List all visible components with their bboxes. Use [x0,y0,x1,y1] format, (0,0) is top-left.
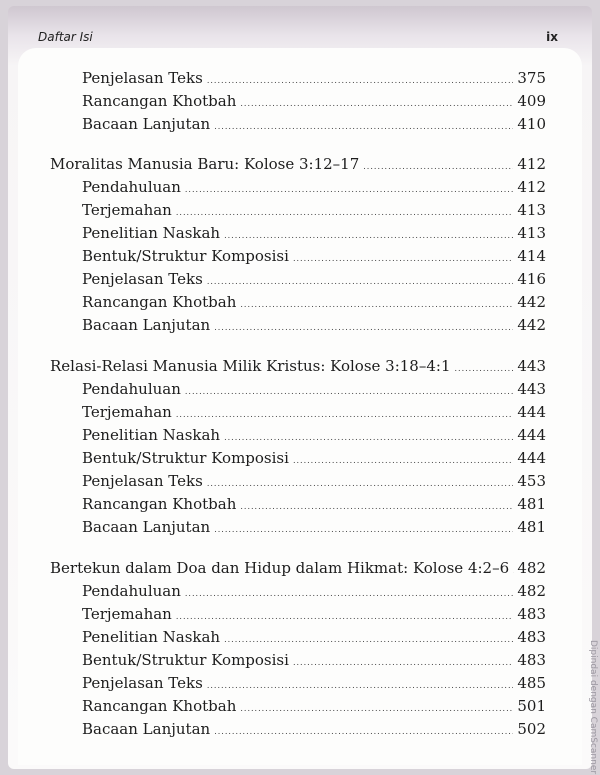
dot-leader [207,474,514,494]
dot-leader [176,203,514,223]
dot-leader [214,520,513,540]
toc-entry-page: 413 [517,224,546,242]
toc-subentry [82,425,546,448]
toc-entry-title: Terjemahan [82,201,172,219]
toc-subentry [82,448,546,471]
toc-entry-title: Bentuk/Struktur Komposisi [82,651,289,669]
toc-entry-title: Rancangan Khotbah [82,697,237,715]
toc-entry-title: Penelitian Naskah [82,224,221,242]
dot-leader [207,272,514,292]
dot-leader [207,676,514,696]
toc-entry-title: Bertekun dalam Doa dan Hidup dalam Hikmat: Kolose 4:2–6 [50,559,510,577]
toc-entry-page: 443 [517,357,546,375]
scanner-watermark: Dipindai dengan CamScanner [588,640,598,775]
toc-subentry [82,517,546,540]
toc-chapter-entry [50,154,546,177]
toc-entry-title: Rancangan Khotbah [82,92,237,110]
toc-subentry [82,604,546,627]
section-title: Daftar Isi [38,30,93,44]
toc-subentry [82,719,546,742]
toc-entry-page: 501 [517,697,546,715]
toc-subentry [82,494,546,517]
toc-entry-title: Terjemahan [82,403,172,421]
toc-subentry [82,402,546,425]
toc-subentry [82,223,546,246]
toc-entry-page: 444 [517,449,546,467]
dot-leader [185,382,513,402]
toc-entry-title: Penelitian Naskah [82,628,221,646]
toc-subentry [82,68,546,91]
toc-subentry [82,673,546,696]
dot-leader [240,497,513,517]
toc-entry-title: Penjelasan Teks [82,472,203,490]
dot-leader [240,94,513,114]
toc-entry-page: 443 [517,380,546,398]
toc-entry-title: Terjemahan [82,605,172,623]
dot-leader [363,157,513,177]
toc-subentry [82,379,546,402]
toc-entry-title: Bentuk/Struktur Komposisi [82,449,289,467]
toc-entry-title: Penjelasan Teks [82,69,203,87]
toc-subentry [82,269,546,292]
toc-entry-page: 410 [517,115,546,133]
toc-entry-title: Penjelasan Teks [82,270,203,288]
toc-entry-page: 416 [517,270,546,288]
dot-leader [240,699,513,719]
toc-entry-title: Bentuk/Struktur Komposisi [82,247,289,265]
dot-leader [185,584,513,604]
toc-entry-page: 482 [517,582,546,600]
toc-entry-title: Moralitas Manusia Baru: Kolose 3:12–17 [50,155,360,173]
toc-entry-title: Penelitian Naskah [82,426,221,444]
toc-subentry [82,581,546,604]
dot-leader [214,318,513,338]
dot-leader [207,71,514,91]
dot-leader [176,607,514,627]
toc-entry-page: 453 [517,472,546,490]
toc-entry-page: 481 [517,518,546,536]
dot-leader [224,226,513,246]
toc-subentry [82,200,546,223]
toc-entry-page: 412 [517,155,546,173]
toc-entry-title: Bacaan Lanjutan [82,115,211,133]
dot-leader [293,249,513,269]
dot-leader [224,428,513,448]
toc-chapter-entry [50,558,546,581]
toc-subentry [82,177,546,200]
toc-entry-title: Pendahuluan [82,178,181,196]
toc-entry-title: Rancangan Khotbah [82,293,237,311]
toc-entry-title: Relasi-Relasi Manusia Milik Kristus: Kolose 3:18–4:1 [50,357,451,375]
toc-subentry [82,650,546,673]
dot-leader [224,630,513,650]
toc-entry-page: 444 [517,403,546,421]
toc-entry-page: 502 [517,720,546,738]
toc-entry-title: Penjelasan Teks [82,674,203,692]
toc-subentry [82,292,546,315]
page-number: ix [546,30,558,44]
toc-entry-page: 481 [517,495,546,513]
toc-subentry [82,471,546,494]
toc-entry-page: 442 [517,316,546,334]
dot-leader [293,451,513,471]
toc-subentry [82,246,546,269]
toc-entry-page: 483 [517,651,546,669]
dot-leader [214,722,513,742]
toc-entry-title: Rancangan Khotbah [82,495,237,513]
toc-entry-title: Pendahuluan [82,380,181,398]
toc-entry-page: 414 [517,247,546,265]
toc-chapter-entry [50,356,546,379]
dot-leader [455,359,514,379]
dot-leader [176,405,514,425]
toc-subentry [82,114,546,137]
toc-entry-title: Bacaan Lanjutan [82,518,211,536]
toc-subentry [82,696,546,719]
toc-entry-title: Bacaan Lanjutan [82,316,211,334]
toc-entry-page: 444 [517,426,546,444]
toc-entry-title: Bacaan Lanjutan [82,720,211,738]
toc-subentry [82,627,546,650]
toc-entry-page: 485 [517,674,546,692]
toc-subentry [82,91,546,114]
toc-entry-page: 409 [517,92,546,110]
dot-leader [214,117,513,137]
dot-leader [240,295,513,315]
toc-entry-page: 375 [517,69,546,87]
toc-entry-page: 483 [517,605,546,623]
dot-leader [185,180,513,200]
toc-subentry [82,315,546,338]
toc-entry-page: 413 [517,201,546,219]
toc-entry-page: 482 [517,559,546,577]
dot-leader [293,653,513,673]
toc-entry-title: Pendahuluan [82,582,181,600]
toc-entry-page: 442 [517,293,546,311]
toc-entry-page: 483 [517,628,546,646]
toc-entry-page: 412 [517,178,546,196]
